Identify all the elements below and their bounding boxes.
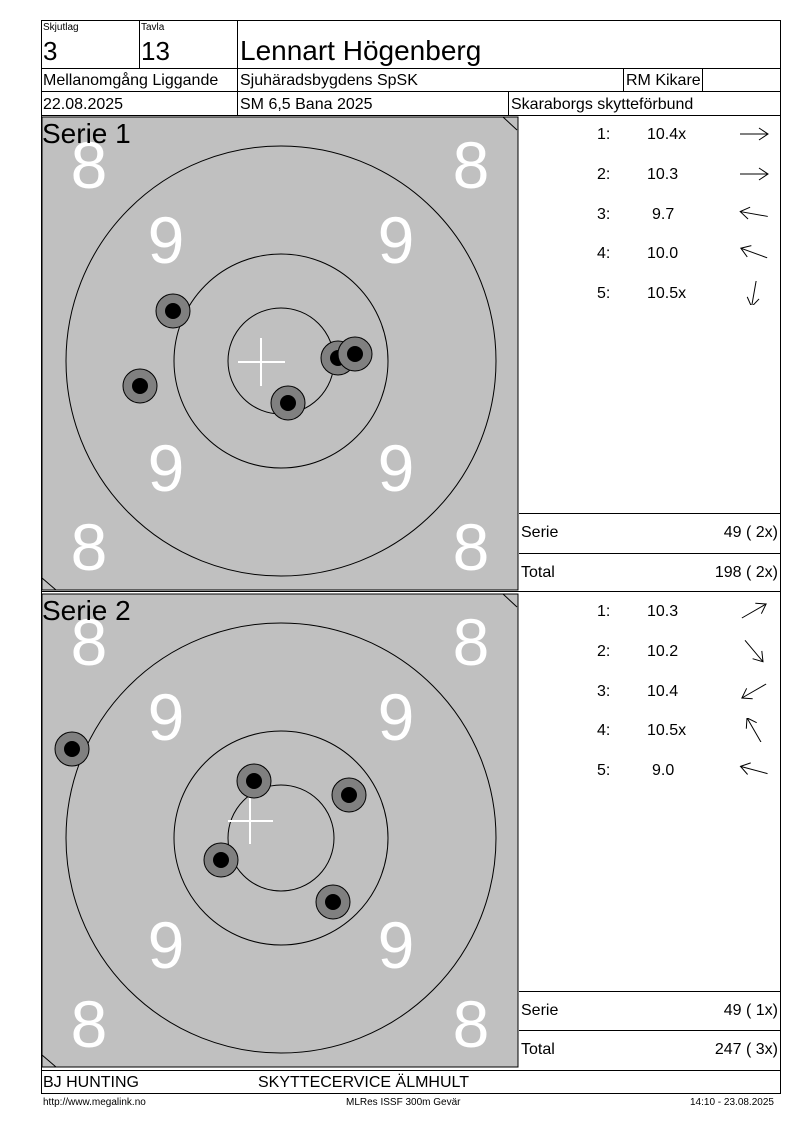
ring-number: 9	[377, 203, 415, 277]
ring-number: 8	[70, 605, 108, 679]
arrow-icon	[737, 202, 771, 226]
tavla-label: Tavla	[141, 22, 165, 33]
serie-1-label: Serie	[521, 524, 559, 541]
footer-timestamp: 14:10 - 23.08.2025	[690, 1097, 774, 1108]
sight-label: RM Kikare	[626, 72, 701, 89]
ring-number: 8	[452, 510, 490, 584]
skjutlag-value: 3	[43, 36, 58, 66]
ring-number: 9	[377, 431, 415, 505]
arrow-icon	[737, 639, 771, 663]
shot-hole	[156, 294, 190, 328]
shot-hole	[332, 778, 366, 812]
shot-hole	[55, 732, 89, 766]
arrow-icon	[737, 162, 771, 186]
serie-2-shot-list: 1: 10.3 2: 10.2 3: 10.4 4: 10.5x 5: 9.0	[597, 603, 777, 803]
ring-number: 8	[452, 987, 490, 1061]
serie-1-title: Serie 1	[42, 118, 131, 149]
competition-label: SM 6,5 Bana 2025	[240, 96, 373, 113]
arrow-icon	[737, 241, 771, 265]
ring-number: 8	[452, 128, 490, 202]
serie-2-value: 49 ( 1x)	[723, 1002, 778, 1019]
shooter-name: Lennart Högenberg	[240, 35, 482, 66]
date-label: 22.08.2025	[43, 96, 124, 113]
ring-number: 8	[70, 128, 108, 202]
shot-hole	[338, 337, 372, 371]
serie-2-title: Serie 2	[42, 595, 131, 626]
ring-number: 8	[70, 510, 108, 584]
ring-number: 9	[147, 203, 185, 277]
serie-2-total-label: Total	[521, 1041, 555, 1058]
ring-number: 8	[452, 605, 490, 679]
ring-number: 9	[147, 908, 185, 982]
federation-label: Skaraborgs skytteförbund	[511, 96, 694, 113]
ring-number: 9	[147, 431, 185, 505]
ring-number: 9	[377, 680, 415, 754]
shot-hole	[204, 843, 238, 877]
skjutlag-label: Skjutlag	[43, 22, 79, 33]
target-serie-2	[41, 593, 519, 1068]
arrow-icon	[737, 281, 771, 305]
serie-1-shot-list: 1: 10.4x 2: 10.3 3: 9.7 4: 10.0 5: 10.5x	[597, 126, 777, 326]
footer-url[interactable]: http://www.megalink.no	[43, 1097, 146, 1108]
class-label: Mellanomgång Liggande	[43, 72, 219, 89]
sponsor-1: BJ HUNTING	[43, 1074, 139, 1091]
shot-hole	[237, 764, 271, 798]
serie-2-label: Serie	[521, 1002, 559, 1019]
club-label: Sjuhäradsbygdens SpSK	[240, 72, 418, 89]
serie-2-total-value: 247 ( 3x)	[714, 1041, 778, 1058]
tavla-value: 13	[141, 36, 170, 66]
arrow-icon	[737, 758, 771, 782]
serie-1-total-label: Total	[521, 564, 555, 581]
shot-hole	[123, 369, 157, 403]
arrow-icon	[737, 718, 771, 742]
arrow-icon	[737, 679, 771, 703]
ring-number: 9	[147, 680, 185, 754]
target-serie-1	[41, 116, 519, 591]
ring-number: 8	[70, 987, 108, 1061]
serie-1-value: 49 ( 2x)	[723, 524, 778, 541]
shot-hole	[271, 386, 305, 420]
arrow-icon	[737, 122, 771, 146]
ring-number: 9	[377, 908, 415, 982]
shot-hole	[316, 885, 350, 919]
arrow-icon	[737, 599, 771, 623]
serie-1-total-value: 198 ( 2x)	[714, 564, 778, 581]
sponsor-2: SKYTTECERVICE ÄLMHULT	[258, 1074, 470, 1091]
footer-software: MLRes ISSF 300m Gevär	[346, 1097, 461, 1108]
